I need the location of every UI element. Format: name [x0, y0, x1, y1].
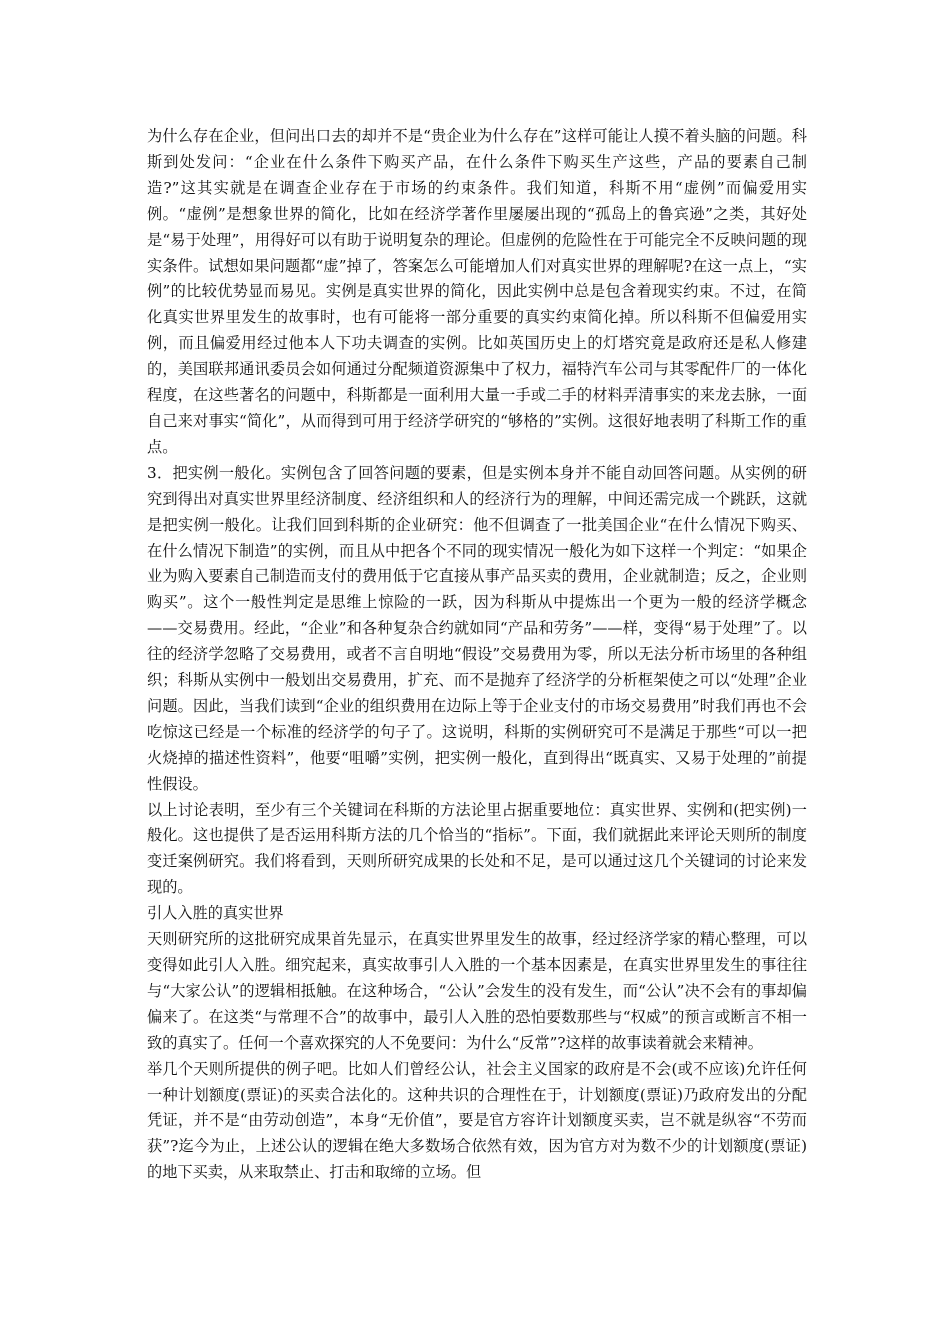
section-heading: 引人入胜的真实世界: [147, 904, 284, 923]
paragraph-generalization: 3．把实例一般化。实例包含了回答问题的要素，但是实例本身并不能自动回答问题。从实例的研究到得出对真实世界里经济制度、经济组织和人的经济行为的理解，中间还需完成一个跳跃，这就是把实例一般化。让我们回到科斯的企业研究：他不但调查了一批美国企业“在什么情况下购买、在什么情况下制造”的实例，而且从中把各个不同的现实情况一般化为如下这样一个判定：“如果企业为购入要素自己制造而支付的费用低于它直接从事产品买卖的费用，企业就制造；反之，企业则购买”。这个一般性判定是思维上惊险的一跃，因为科斯从中提炼出一个更为一般的经济学概念——交易费用。经此，“企业”和各种复杂合约就如同“产品和劳务”——样，变得“易于处理”了。以往的经济学忽略了交易费用，或者不言自明地“假设”交易费用为零，所以无法分析市场里的各种组织；科斯从实例中一般划出交易费用，扩充、而不是抛弃了经济学的分析框架使之可以“处理”企业问题。因此，当我们读到“企业的组织费用在边际上等于企业支付的市场交易费用”时我们再也不会吃惊这已经是一个标准的经济学的句子了。这说明，科斯的实例研究可不是满足于那些“可以一把火烧掉的描述性资料”，他要“咀嚼”实例，把实例一般化，直到得出“既真实、又易于处理的”前提性假设。: [147, 463, 807, 793]
paragraph-concrete-cases: 为什么存在企业，但问出口去的却并不是“贵企业为什么存在”这样可能让人摸不着头脑的问题。科斯到处发问：“企业在什么条件下购买产品，在什么条件下购买生产这些，产品的要素自己制造?”这其实就是在调查企业存在于市场的约束条件。我们知道，科斯不用“虚例”而偏爱用实例。“虚例”是想象世界的简化，比如在经济学著作里屡屡出现的“孤岛上的鲁宾逊”之类，其好处是“易于处理”，用得好可以有助于说明复杂的理论。但虚例的危险性在于可能完全不反映问题的现实条件。试想如果问题都“虚”掉了，答案怎么可能增加人们对真实世界的理解呢?在这一点上，“实例”的比较优势显而易见。实例是真实世界的简化，因此实例中总是包含着现实约束。不过，在简化真实世界里发生的故事时，也有可能将一部分重要的真实约束简化掉。所以科斯不但偏爱用实例，而且偏爱用经过他本人下功夫调查的实例。比如英国历史上的灯塔究竟是政府还是私人修建的，美国联邦通讯委员会如何通过分配频道资源集中了权力，福特汽车公司与其零配件厂的一体化程度，在这些著名的问题中，科斯都是一面利用大量一手或二手的材料弄清事实的来龙去脉，一面自己来对事实“简化”，从而得到可用于经济学研究的“够格的”实例。这很好地表明了科斯工作的重点。: [147, 127, 807, 456]
paragraph-fascinating-world: 天则研究所的这批研究成果首先显示，在真实世界里发生的故事，经过经济学家的精心整理，可以变得如此引人入胜。细究起来，真实故事引人入胜的一个基本因素是，在真实世界里发生的事往往与“大家公认”的逻辑相抵触。在这种场合，“公认”会发生的没有发生，而“公认”决不会有的事却偏偏来了。在这类“与常理不合”的故事中，最引人入胜的恐怕要数那些与“权威”的预言或断言不相一致的真实了。任何一个喜欢探究的人不免要问：为什么“反常”?这样的故事读着就会来精神。: [147, 930, 807, 1052]
paragraph-examples: 举几个天则所提供的例子吧。比如人们曾经公认，社会主义国家的政府是不会(或不应该)允许任何一种计划额度(票证)的买卖合法化的。这种共识的合理性在于，计划额度(票证)乃政府发出的分配凭证，并不是“由劳动创造”，本身“无价值”，要是官方容许计划额度买卖，岂不就是纵容“不劳而获”?迄今为止，上述公认的逻辑在绝大多数场合依然有效，因为官方对为数不少的计划额度(票证)的地下买卖，从来取禁止、打击和取缔的立场。但: [147, 1059, 807, 1182]
paragraph-keywords: 以上讨论表明，至少有三个关键词在科斯的方法论里占据重要地位：真实世界、实例和(把实例)一般化。这也提供了是否运用科斯方法的几个恰当的“指标”。下面，我们就据此来评论天则所的制度变迁案例研究。我们将看到，天则所研究成果的长处和不足，是可以通过这几个关键词的讨论来发现的。: [147, 800, 807, 897]
document-page: [147, 124, 807, 1186]
